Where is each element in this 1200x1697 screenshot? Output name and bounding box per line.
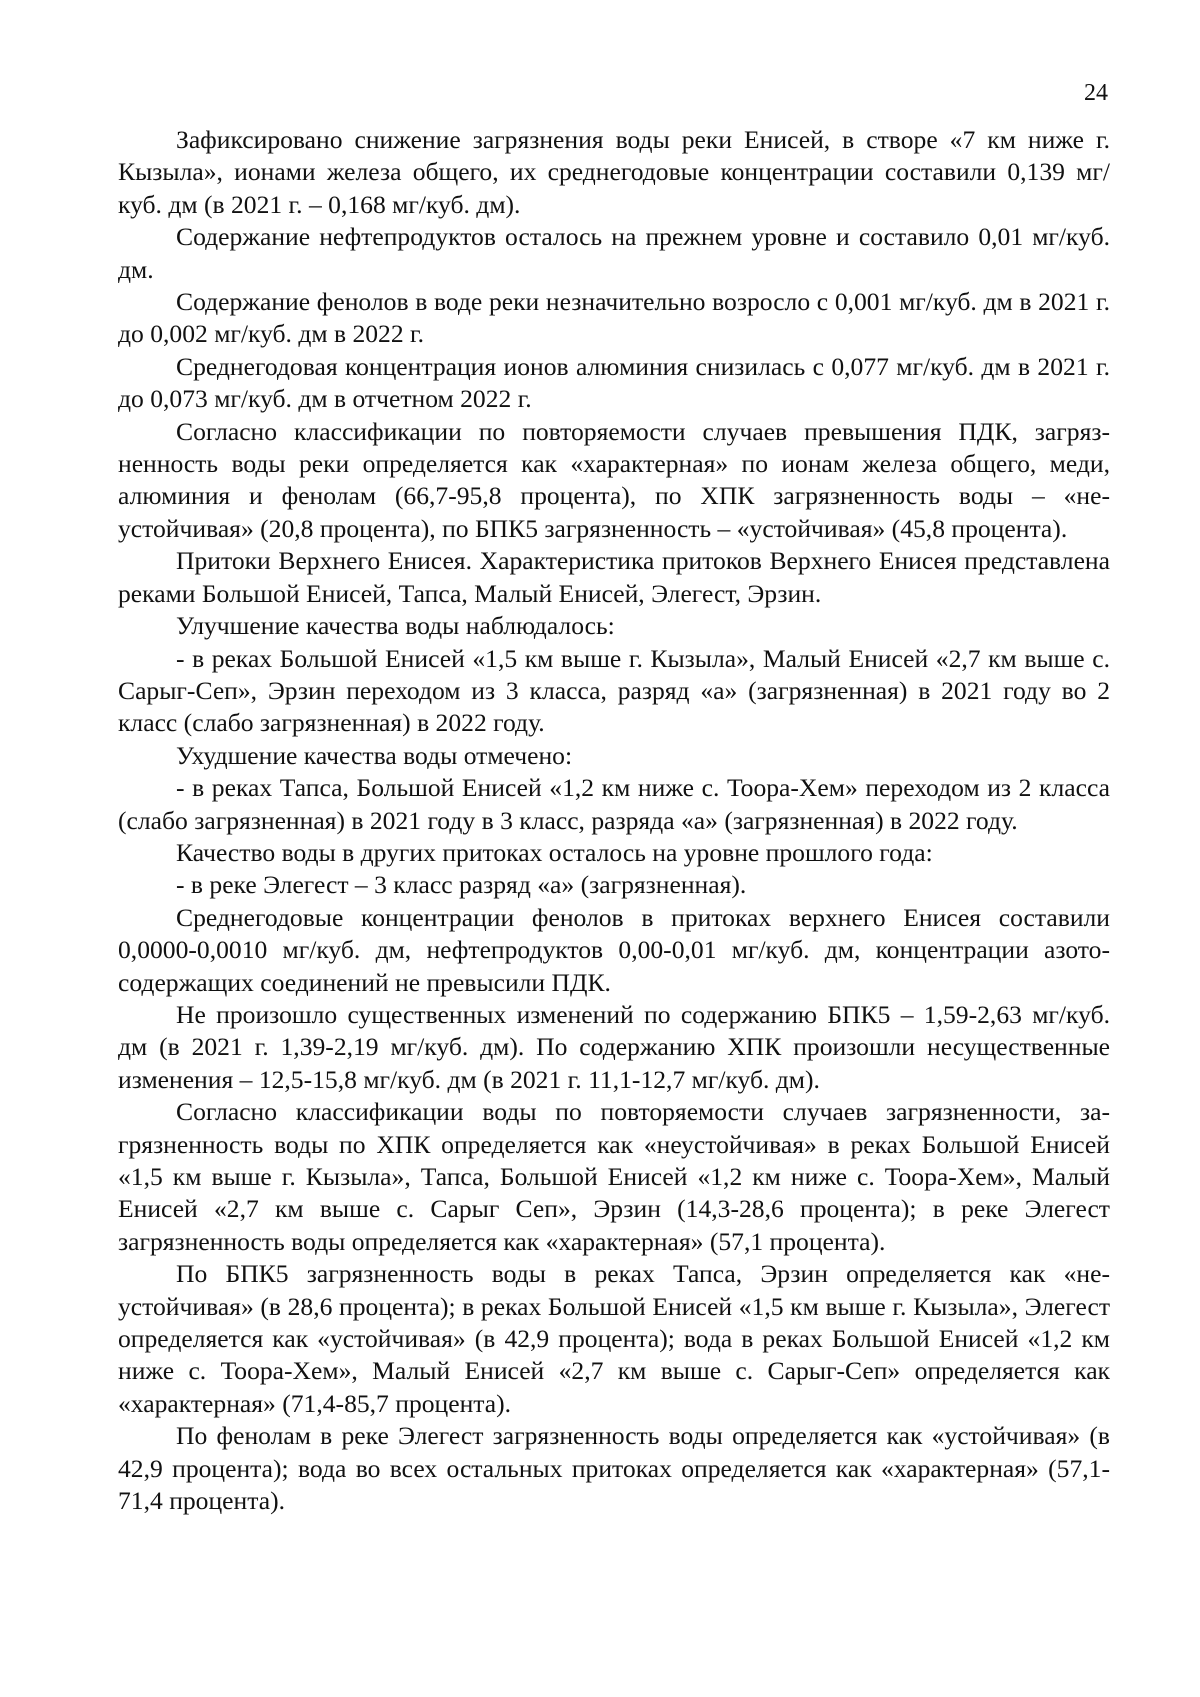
paragraph: Согласно классификации по повторяемости случаев превышения ПДК, загрязненность воды реки определяется как «характерная» по ионам железа общего, меди, алюминия и фенолам (66,7-95,8 процента), по ХПК загрязненность воды – «неустойчивая» (20,8 процента), по БПК5 загрязненность – «устойчивая» (45,8 процента). bbox=[118, 416, 1110, 543]
page-number: 24 bbox=[1084, 80, 1108, 106]
paragraph: Качество воды в других притоках осталось на уровне прошлого года: bbox=[176, 837, 933, 867]
paragraph: Содержание фенолов в воде реки незначительно возросло с 0,001 мг/куб. дм в 2021 г. до 0,002 мг/куб. дм в 2022 г. bbox=[118, 287, 1110, 349]
paragraph: Притоки Верхнего Енисея. Характеристика притоков Верхнего Енисея представлена реками Большой Енисей, Тапса, Малый Енисей, Элегест, Эрзин. bbox=[118, 546, 1110, 608]
paragraph: - в реках Тапса, Большой Енисей «1,2 км ниже с. Тоора-Хем» переходом из 2 класса (слабо загрязненная) в 2021 году в 3 класс, разряда «а» (загрязненная) в 2022 году. bbox=[118, 773, 1110, 835]
paragraph: Согласно классификации воды по повторяемости случаев загрязненности, загрязненность воды по ХПК определяется как «неустойчивая» в реках Большой Енисей «1,5 км выше г. Кызыла», Тапса, Большой Енисей «1,2 км ниже с. Тоора-Хем», Малый Енисей «2,7 км выше с. Сарыг Сеп», Эрзин (14,3-28,6 процента); в реке Элегест загрязненность воды определяется как «характерная» (57,1 процента). bbox=[118, 1097, 1110, 1256]
body-text bbox=[118, 124, 1110, 1517]
paragraph: Зафиксировано снижение загрязнения воды реки Енисей, в створе «7 км ниже г. Кызыла», ионами железа общего, их среднегодовые концентрации составили 0,139 мг/куб. дм (в 2021 г. – 0,168 мг/куб. дм). bbox=[118, 125, 1110, 219]
paragraph: Среднегодовая концентрация ионов алюминия снизилась с 0,077 мг/куб. дм в 2021 г. до 0,073 мг/куб. дм в отчетном 2022 г. bbox=[118, 351, 1110, 414]
paragraph: - в реке Элегест – 3 класс разряд «а» (загрязненная). bbox=[176, 870, 747, 900]
paragraph: - в реках Большой Енисей «1,5 км выше г. Кызыла», Малый Енисей «2,7 км выше с. Сарыг-Сеп», Эрзин переходом из 3 класса, разряд «а» (загрязненная) в 2021 году во 2 класс (слабо загрязненная) в 2022 году. bbox=[118, 643, 1110, 738]
paragraph: Ухудшение качества воды отмечено: bbox=[176, 740, 573, 770]
paragraph: Содержание нефтепродуктов осталось на прежнем уровне и составило 0,01 мг/куб. дм. bbox=[118, 222, 1110, 284]
paragraph: Улучшение качества воды наблюдалось: bbox=[176, 611, 615, 641]
paragraph: Не произошло существенных изменений по содержанию БПК5 – 1,59-2,63 мг/куб. дм (в 2021 г. 1,39-2,19 мг/куб. дм). По содержанию ХПК произошли несущественные изменения – 12,5-15,8 мг/куб. дм (в 2021 г. 11,1-12,7 мг/куб. дм). bbox=[118, 999, 1110, 1094]
paragraph: Среднегодовые концентрации фенолов в притоках верхнего Енисея составили 0,0000-0,0010 мг/куб. дм, нефтепродуктов 0,00-0,01 мг/куб. дм, концентрации азотосодержащих соединений не превысили ПДК. bbox=[118, 902, 1110, 997]
paragraph: По БПК5 загрязненность воды в реках Тапса, Эрзин определяется как «неустойчивая» (в 28,6 процента); в реках Большой Енисей «1,5 км выше г. Кызыла», Элегест определяется как «устойчивая» (в 42,9 процента); вода в реках Большой Енисей «1,2 км ниже с. Тоора-Хем», Малый Енисей «2,7 км выше с. Сарыг-Сеп» определяется как «характерная» (71,4-85,7 процента). bbox=[118, 1259, 1110, 1418]
paragraph: По фенолам в реке Элегест загрязненность воды определяется как «устойчивая» (в 42,9 процента); вода во всех остальных притоках определяется как «характерная» (57,1-71,4 процента). bbox=[118, 1421, 1110, 1516]
